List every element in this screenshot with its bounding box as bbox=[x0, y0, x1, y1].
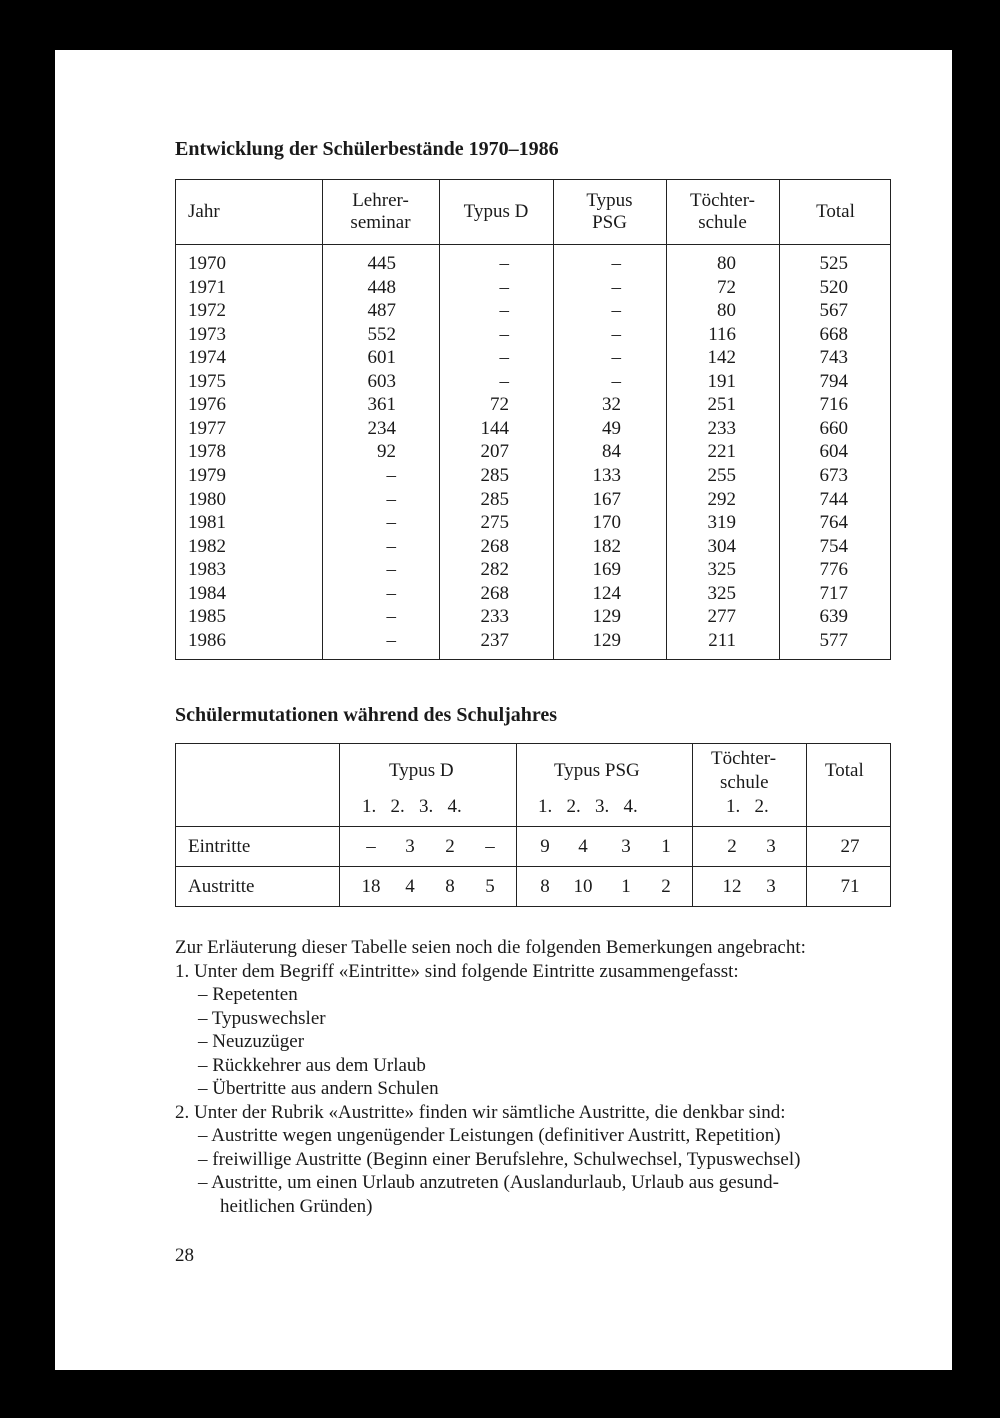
table-row bbox=[176, 583, 890, 607]
cell-value: 448 bbox=[367, 276, 396, 298]
cell-value: 80 bbox=[717, 253, 736, 274]
cell-value: 84 bbox=[602, 441, 621, 463]
cell-value: 116 bbox=[708, 323, 736, 345]
cell-year: 1973 bbox=[188, 323, 226, 345]
cell-value: 32 bbox=[602, 394, 621, 416]
sub-psg: 1. 2. 3. 4. bbox=[538, 796, 638, 817]
cell-year: 1977 bbox=[188, 417, 226, 439]
header-typus-psg: Typus PSG bbox=[586, 190, 633, 233]
cell-value: – bbox=[611, 323, 621, 345]
cell-value: – bbox=[611, 253, 621, 274]
table-schuelermutationen bbox=[175, 743, 891, 907]
cell-value: 129 bbox=[592, 629, 621, 651]
list-item: – Typuswechsler bbox=[198, 1007, 326, 1029]
cell-eintritte-d: 3 bbox=[405, 836, 415, 857]
cell-eintritte-psg: 3 bbox=[621, 836, 631, 857]
table-row bbox=[176, 324, 890, 348]
cell-value: 129 bbox=[592, 606, 621, 628]
cell-year: 1976 bbox=[188, 394, 226, 416]
cell-value: 80 bbox=[717, 300, 736, 322]
cell-value: 142 bbox=[707, 347, 736, 369]
cell-value: 49 bbox=[602, 417, 621, 439]
header-total: Total bbox=[816, 201, 855, 222]
explanation-text bbox=[175, 936, 895, 1218]
cell-value: – bbox=[386, 488, 396, 510]
list-item: – Austritte, um einen Urlaub anzutreten (Auslandurlaub, Urlaub aus gesund- bbox=[198, 1172, 779, 1193]
cell-year: 1979 bbox=[188, 464, 226, 486]
cell-value: 445 bbox=[367, 253, 396, 274]
list-item: – Rückkehrer aus dem Urlaub bbox=[198, 1054, 426, 1076]
table-row bbox=[176, 536, 890, 560]
cell-value: 567 bbox=[819, 300, 848, 322]
cell-value: 717 bbox=[819, 582, 848, 604]
cell-value: 604 bbox=[819, 441, 848, 463]
cell-austritte-t: 3 bbox=[766, 876, 776, 897]
cell-value: 133 bbox=[592, 464, 621, 486]
cell-value: 520 bbox=[819, 276, 848, 298]
cell-value: 92 bbox=[377, 441, 396, 463]
cell-value: 221 bbox=[707, 441, 736, 463]
header-lehrerseminar: Lehrer- seminar bbox=[350, 190, 411, 233]
cell-value: 325 bbox=[707, 582, 736, 604]
cell-eintritte-t: 2 bbox=[727, 836, 737, 857]
cell-value: 577 bbox=[819, 629, 848, 651]
section-title-schuelerbestaende: Entwicklung der Schülerbestände 1970–1986 bbox=[175, 138, 559, 160]
cell-value: 325 bbox=[707, 559, 736, 581]
table-row bbox=[176, 347, 890, 371]
table-row bbox=[176, 465, 890, 489]
cell-eintritte-d: 2 bbox=[445, 836, 455, 857]
header-total: Total bbox=[825, 760, 864, 781]
cell-value: 234 bbox=[367, 417, 396, 439]
list-item: – Neuzuzüger bbox=[198, 1031, 305, 1052]
table-row bbox=[176, 559, 890, 583]
cell-value: 285 bbox=[480, 464, 509, 486]
cell-year: 1981 bbox=[188, 512, 226, 534]
cell-value: 487 bbox=[367, 300, 396, 322]
cell-eintritte-total: 27 bbox=[840, 836, 860, 857]
header-typus-psg: Typus PSG bbox=[554, 760, 640, 781]
header-typus-d: Typus D bbox=[389, 760, 454, 781]
cell-value: 319 bbox=[707, 512, 736, 534]
cell-year: 1986 bbox=[188, 629, 226, 651]
table-row bbox=[176, 630, 890, 654]
cell-value: 255 bbox=[707, 464, 736, 486]
table-row bbox=[176, 512, 890, 536]
cell-value: – bbox=[386, 582, 396, 604]
cell-value: – bbox=[499, 347, 509, 369]
cell-year: 1985 bbox=[188, 606, 226, 628]
cell-value: 169 bbox=[592, 559, 621, 581]
cell-year: 1984 bbox=[188, 582, 226, 604]
table-row bbox=[176, 371, 890, 395]
cell-value: 764 bbox=[819, 512, 848, 534]
list-item: – Austritte wegen ungenügender Leistungen (definitiver Austritt, Repetition) bbox=[198, 1125, 781, 1146]
cell-value: – bbox=[386, 606, 396, 628]
cell-value: 72 bbox=[490, 394, 509, 416]
cell-value: – bbox=[386, 535, 396, 557]
cell-austritte-psg: 2 bbox=[661, 876, 671, 897]
cell-value: – bbox=[386, 464, 396, 486]
header-schule: schule bbox=[720, 772, 769, 793]
cell-value: 268 bbox=[480, 535, 509, 557]
list-item: – freiwillige Austritte (Beginn einer Berufslehre, Schulwechsel, Typuswechsel) bbox=[198, 1148, 801, 1170]
cell-value: 268 bbox=[480, 582, 509, 604]
cell-value: 361 bbox=[367, 394, 396, 416]
cell-value: – bbox=[611, 300, 621, 322]
section-title-schuelermutationen: Schülermutationen während des Schuljahres bbox=[175, 704, 558, 726]
table-row bbox=[176, 394, 890, 418]
cell-year: 1980 bbox=[188, 488, 226, 510]
cell-value: 277 bbox=[707, 606, 736, 628]
cell-austritte-t: 12 bbox=[722, 876, 742, 897]
cell-value: – bbox=[499, 323, 509, 345]
cell-year: 1974 bbox=[188, 347, 226, 369]
header-jahr: Jahr bbox=[188, 201, 220, 222]
cell-value: 776 bbox=[819, 559, 848, 581]
row-label-eintritte: Eintritte bbox=[188, 836, 251, 857]
cell-value: – bbox=[611, 370, 621, 392]
cell-value: 72 bbox=[717, 276, 736, 298]
cell-value: – bbox=[499, 300, 509, 322]
cell-value: 233 bbox=[707, 417, 736, 439]
cell-value: 743 bbox=[819, 347, 848, 369]
cell-austritte-d: 18 bbox=[361, 876, 381, 897]
table-row bbox=[176, 418, 890, 442]
cell-value: 668 bbox=[819, 323, 848, 345]
header-toechterschule: Töchter- schule bbox=[689, 190, 756, 233]
cell-value: – bbox=[386, 629, 396, 651]
header-toechter: Töchter- bbox=[711, 748, 777, 769]
cell-value: 182 bbox=[592, 535, 621, 557]
cell-year: 1983 bbox=[188, 559, 226, 581]
cell-value: 144 bbox=[480, 417, 509, 439]
list-item: – Repetenten bbox=[198, 984, 298, 1005]
cell-value: 251 bbox=[707, 394, 736, 416]
sub-t: 1. 2. bbox=[726, 796, 769, 817]
cell-austritte-total: 71 bbox=[840, 876, 860, 897]
cell-value: 207 bbox=[480, 441, 509, 463]
cell-value: 285 bbox=[480, 488, 509, 510]
cell-value: 233 bbox=[480, 606, 509, 628]
cell-austritte-d: 4 bbox=[405, 876, 415, 897]
table-row bbox=[176, 441, 890, 465]
cell-value: – bbox=[499, 370, 509, 392]
cell-value: 237 bbox=[480, 629, 509, 651]
intro-line: Zur Erläuterung dieser Tabelle seien noch die folgenden Bemerkungen angebracht: bbox=[175, 937, 806, 958]
cell-austritte-psg: 8 bbox=[540, 876, 550, 897]
header-typus-d: Typus D bbox=[463, 201, 529, 222]
cell-value: 552 bbox=[367, 323, 396, 345]
cell-value: 673 bbox=[819, 464, 848, 486]
cell-value: 275 bbox=[480, 512, 509, 534]
table-schuelerbestaende bbox=[175, 179, 891, 660]
table-row bbox=[176, 253, 890, 277]
cell-year: 1972 bbox=[188, 300, 226, 322]
cell-value: 603 bbox=[367, 370, 396, 392]
point-2: 2. Unter der Rubrik «Austritte» finden wir sämtliche Austritte, die denkbar sind: bbox=[175, 1101, 786, 1123]
cell-year: 1978 bbox=[188, 441, 226, 463]
document-page bbox=[55, 50, 952, 1370]
cell-value: 191 bbox=[707, 370, 736, 392]
cell-value: 167 bbox=[592, 488, 621, 510]
sub-d: 1. 2. 3. 4. bbox=[362, 796, 462, 817]
cell-value: 716 bbox=[819, 394, 848, 416]
cell-value: – bbox=[499, 253, 509, 274]
cell-austritte-d: 5 bbox=[485, 876, 495, 897]
cell-value: 282 bbox=[480, 559, 509, 581]
cell-eintritte-d: – bbox=[366, 836, 376, 857]
cell-value: – bbox=[386, 512, 396, 534]
cell-value: 124 bbox=[592, 582, 621, 604]
row-label-austritte: Austritte bbox=[188, 876, 255, 897]
cell-austritte-psg: 10 bbox=[573, 876, 593, 897]
cell-value: 292 bbox=[707, 488, 736, 510]
cell-value: – bbox=[611, 347, 621, 369]
cell-year: 1970 bbox=[188, 253, 226, 274]
cell-value: 211 bbox=[708, 629, 736, 651]
table-row bbox=[176, 277, 890, 301]
list-item: – Übertritte aus andern Schulen bbox=[198, 1078, 439, 1099]
point-1: 1. Unter dem Begriff «Eintritte» sind folgende Eintritte zusammengefasst: bbox=[175, 960, 739, 982]
cell-year: 1971 bbox=[188, 276, 226, 298]
cell-value: – bbox=[386, 559, 396, 581]
table-row bbox=[176, 489, 890, 513]
cell-value: 660 bbox=[819, 417, 848, 439]
cell-eintritte-psg: 4 bbox=[578, 836, 588, 857]
cell-austritte-d: 8 bbox=[445, 876, 455, 897]
cell-value: 170 bbox=[592, 512, 621, 534]
cell-eintritte-t: 3 bbox=[766, 836, 776, 857]
list-item-continuation: heitlichen Gründen) bbox=[220, 1195, 373, 1217]
cell-value: 525 bbox=[819, 253, 848, 274]
page-number: 28 bbox=[175, 1245, 194, 1266]
cell-value: 601 bbox=[367, 347, 396, 369]
table-row bbox=[176, 300, 890, 324]
cell-eintritte-psg: 1 bbox=[661, 836, 671, 857]
cell-value: 639 bbox=[819, 606, 848, 628]
cell-value: 304 bbox=[707, 535, 736, 557]
table-row bbox=[176, 606, 890, 630]
cell-value: – bbox=[611, 276, 621, 298]
cell-value: 754 bbox=[819, 535, 848, 557]
cell-year: 1982 bbox=[188, 535, 226, 557]
cell-austritte-psg: 1 bbox=[621, 876, 631, 897]
cell-value: 794 bbox=[819, 370, 848, 392]
cell-eintritte-d: – bbox=[485, 836, 495, 857]
cell-value: 744 bbox=[819, 488, 848, 510]
cell-eintritte-psg: 9 bbox=[540, 836, 550, 857]
cell-year: 1975 bbox=[188, 370, 226, 392]
cell-value: – bbox=[499, 276, 509, 298]
